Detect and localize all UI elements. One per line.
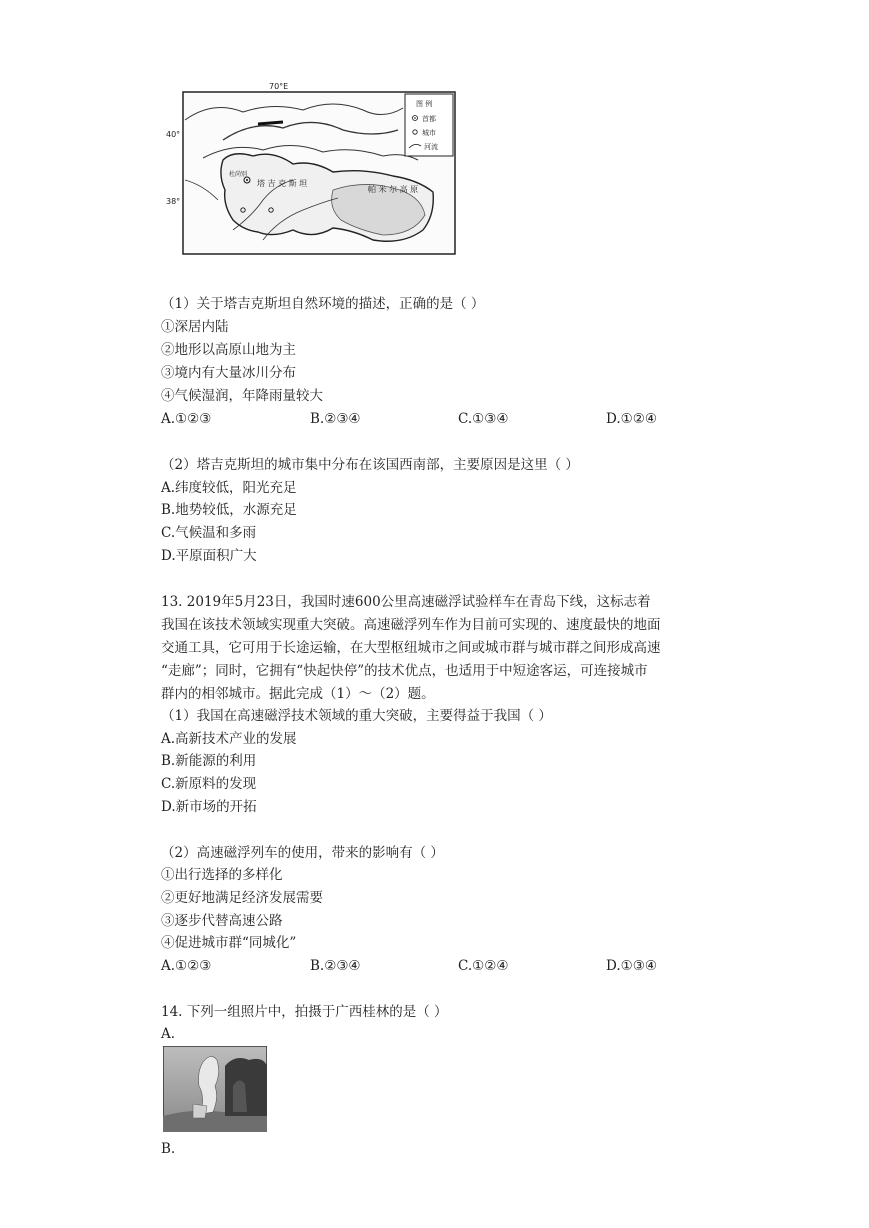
q12-1-stem: （1）关于塔吉克斯坦自然环境的描述，正确的是（ ） [161, 296, 485, 312]
q13-1-option-b[interactable]: B.新能源的利用 [161, 753, 257, 769]
q13-2-option-d[interactable]: D.①③④ [606, 958, 657, 974]
q13-1-option-c[interactable]: C.新原料的发现 [161, 776, 257, 792]
legend-city: 城市 [422, 129, 436, 137]
q14-stem: 14. 下列一组照片中，拍摄于广西桂林的是（ ） [161, 1004, 448, 1020]
q12-1-option-c[interactable]: C.①③④ [458, 411, 509, 427]
legend-title: 图 例 [416, 100, 433, 108]
q13-2-item-4: ④促进城市群“同城化” [161, 935, 297, 951]
q12-2-option-c[interactable]: C.气候温和多雨 [161, 525, 257, 541]
q12-2-option-b[interactable]: B.地势较低，水源充足 [161, 502, 297, 518]
q12-1-option-b[interactable]: B.②③④ [310, 411, 361, 427]
q14-option-b-label[interactable]: B. [161, 1141, 176, 1157]
q13-2-item-2: ②更好地满足经济发展需要 [161, 890, 323, 906]
q13-2-option-c[interactable]: C.①②④ [458, 958, 509, 974]
q12-1-item-1: ①深居内陆 [161, 319, 229, 335]
q14-option-a-label[interactable]: A. [161, 1026, 176, 1042]
q13-1-option-d[interactable]: D.新市场的开拓 [161, 799, 257, 815]
q13-2-option-b[interactable]: B.②③④ [310, 958, 361, 974]
q13-intro-line-2: 我国在该技术领域实现重大突破。高速磁浮列车作为目前可实现的、速度最快的地面 [161, 617, 661, 633]
q12-2-option-a[interactable]: A.纬度较低，阳光充足 [161, 480, 297, 496]
map-city-label: 杜尚别 [229, 171, 248, 178]
q12-1-option-d[interactable]: D.①②④ [606, 411, 657, 427]
q12-2-stem: （2）塔吉克斯坦的城市集中分布在该国西南部，主要原因是这里（ ） [161, 457, 579, 473]
q13-2-option-a[interactable]: A.①②③ [161, 958, 212, 974]
q13-2-item-1: ①出行选择的多样化 [161, 867, 283, 883]
legend-river: 河流 [424, 143, 438, 151]
map-lat-40-label: 40° [166, 130, 181, 139]
legend-capital: 首都 [422, 115, 436, 123]
q12-2-option-d[interactable]: D.平原面积广大 [161, 548, 257, 564]
map-lon-label: 70°E [269, 82, 289, 91]
map-lat-38-label: 38° [166, 197, 181, 206]
q13-2-stem: （2）高速磁浮列车的使用，带来的影响有（ ） [161, 845, 444, 861]
q13-1-option-a[interactable]: A.高新技术产业的发展 [161, 731, 297, 747]
q13-intro-line-5: 群内的相邻城市。据此完成（1）～（2）题。 [161, 686, 435, 702]
q13-1-stem: （1）我国在高速磁浮技术领域的重大突破，主要得益于我国（ ） [161, 708, 552, 724]
q12-1-item-4: ④气候湿润，年降雨量较大 [161, 388, 323, 404]
q12-1-item-3: ③境内有大量冰川分布 [161, 365, 296, 381]
q13-2-item-3: ③逐步代替高速公路 [161, 913, 283, 929]
q13-intro-line-1: 13. 2019年5月23日，我国时速600公里高速磁浮试验样车在青岛下线，这标志着 [161, 594, 651, 610]
q12-1-option-a[interactable]: A.①②③ [161, 411, 212, 427]
q13-intro-line-3: 交通工具，它可用于长途运输，在大型枢纽城市之间或城市群与城市群之间形成高速 [161, 640, 661, 656]
map-country-label: 塔 吉 克 斯 坦 [257, 179, 308, 188]
q14-option-a-photo[interactable] [163, 1046, 267, 1132]
q13-intro-line-4: “走廊”；同时，它拥有“快起快停”的技术优点，也适用于中短途客运，可连接城市 [161, 663, 648, 679]
map-plateau-label: 帕 米 尔 高 原 [368, 185, 419, 194]
tajikistan-map [163, 80, 459, 258]
q12-1-item-2: ②地形以高原山地为主 [161, 342, 296, 358]
